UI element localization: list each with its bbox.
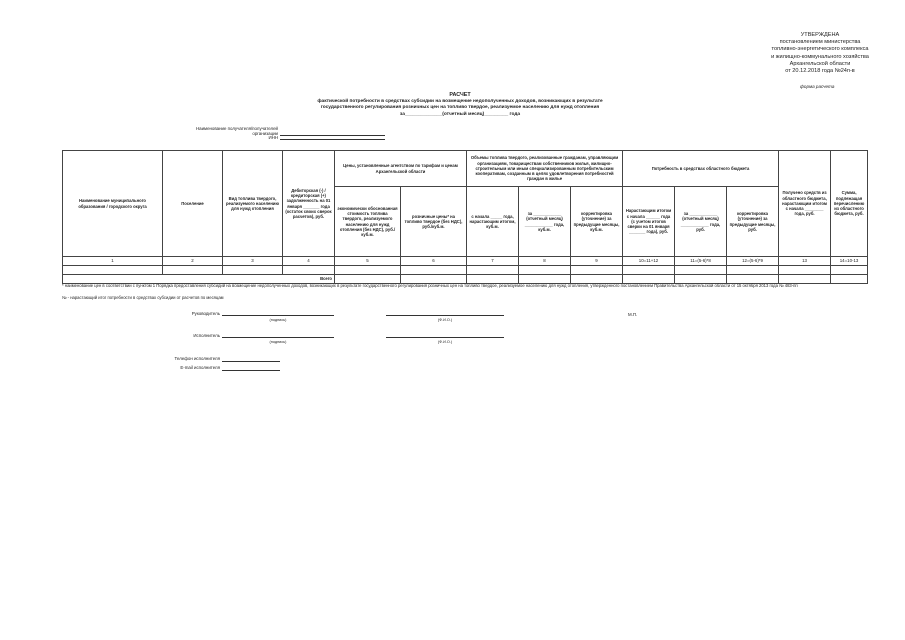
column-number: 3 (223, 257, 283, 266)
inn-row (176, 134, 385, 140)
table-cell[interactable] (831, 266, 868, 275)
total-label: Всего (63, 275, 335, 284)
header-settlement: Поселение (163, 151, 223, 257)
footnote-cumulative: № - нарастающий итог потребности в средствах субсидии от расчетов по месяцам (62, 295, 224, 300)
header-retail-price: розничные цены* на топливо твердое (без НДС), руб./куб.м. (401, 187, 467, 257)
column-number: 13 (779, 257, 831, 266)
header-group-volumes: Объемы топлива твердого, реализованные гражданам, управляющим организациям, товариществам собственников жилья, жилищно-строительным или иным специализированным потребительским кооперативам, созданным в целях удовлетворения потребностей граждан в жилье (467, 151, 623, 187)
column-number: 5 (335, 257, 401, 266)
column-number: 4 (283, 257, 335, 266)
column-number: 11=(5-6)*8 (675, 257, 727, 266)
header-need-ytd: Нарастающим итогом с начала ______ года (с учетом итогов сверки на 01 января _______ года), руб. (623, 187, 675, 257)
header-need-month: за ____________ (отчетный месяц) ____________ года, руб. (675, 187, 727, 257)
table-cell[interactable] (519, 266, 571, 275)
form-label: форма расчета (800, 84, 835, 89)
org-name-label: Наименование получателя/получателей организации (195, 126, 278, 136)
table-row (63, 266, 868, 275)
head-label: Руководитель (191, 311, 220, 316)
approval-line: постановлением министерства (779, 39, 861, 46)
phone-field[interactable] (222, 360, 280, 362)
column-number: 9 (571, 257, 623, 266)
table-cell[interactable] (63, 266, 163, 275)
email-field[interactable] (222, 369, 280, 371)
table-cell[interactable] (779, 266, 831, 275)
table-cell[interactable] (335, 266, 401, 275)
inn-label: ИНН (268, 135, 278, 140)
table-cell[interactable] (467, 266, 519, 275)
column-number: 14=10-13 (831, 257, 868, 266)
column-number: 6 (401, 257, 467, 266)
header-received: Получено средств из областного бюджета, нарастающим итогом с начала ________ года, руб. (779, 151, 831, 257)
email-label: E-mail исполнителя (180, 365, 220, 370)
header-volume-month: за ____________ (отчетный месяц) ____________ года, куб.м. (519, 187, 571, 257)
approval-line: и жилищно-коммунального хозяйства (771, 53, 869, 60)
header-group-prices: Цены, установленные агентством по тарифам и ценам Архангельской области (335, 151, 467, 187)
sign-caption: (подпись) (269, 318, 287, 322)
approval-line: топливно-энергетического комплекса (771, 46, 869, 53)
document-title (250, 92, 670, 118)
stamp-place: М.П. (628, 312, 638, 317)
table-cell[interactable] (571, 266, 623, 275)
header-need-adjustment: корректировка (уточнение) за предыдущие месяцы, руб. (727, 187, 779, 257)
executor-signature-field[interactable] (222, 336, 334, 338)
column-number-row (63, 257, 868, 266)
table-cell[interactable] (163, 266, 223, 275)
column-number: 10=11+12 (623, 257, 675, 266)
table-cell[interactable] (223, 266, 283, 275)
column-number: 1 (63, 257, 163, 266)
header-economic-cost: экономически обоснованная стоимость топлива твердого, реализуемого населению для нужд отопления (без НДС), руб./куб.м. (335, 187, 401, 257)
footnote-prices: * наименование цен в соответствии с пунктом 1 Порядка предоставления субсидий на возмещение недополученных доходов, возникающих в результате государственного регулирования розничных цен на топливо твердое, реализуемое населению для нужд отопления, утвержденного постановлением Правительства Архангельской области от 15 октября 2013 года № 483-пп (62, 283, 798, 288)
column-number: 7 (467, 257, 519, 266)
table-cell[interactable] (831, 275, 868, 284)
approval-line: от 20.12.2018 года №24п-в (785, 68, 855, 75)
executor-name-field[interactable] (386, 336, 504, 338)
table-cell[interactable] (401, 266, 467, 275)
header-group-needs: Потребность в средствах областного бюджета (623, 151, 779, 187)
header-volume-ytd: с начала _____ года, нарастающим итогом, куб.м. (467, 187, 519, 257)
header-volume-adjustment: корректировка (уточнение) за предыдущие месяцы, куб.м. (571, 187, 623, 257)
head-signature-field[interactable] (222, 314, 334, 316)
phone-label: Телефон исполнителя (174, 356, 220, 361)
name-caption: (Ф.И.О.) (437, 340, 453, 344)
approval-stamp (745, 32, 895, 75)
header-debt: Дебиторская (-) / кредиторская (+) задолженность на 01 января _______ года (остаток своих сверок расчетов), руб. (283, 151, 335, 257)
sign-caption: (подпись) (269, 340, 287, 344)
header-fuel-type: Вид топлива твердого, реализуемого населению для нужд отопления (223, 151, 283, 257)
title-line: государственного регулирования розничных цен на топливо твердое, реализуемое населению для нужд отопления (320, 105, 600, 111)
approval-line: Архангельской области (789, 60, 851, 67)
column-number: 12=(5-6)*9 (727, 257, 779, 266)
column-number: 2 (163, 257, 223, 266)
head-name-field[interactable] (386, 314, 504, 316)
executor-label: Исполнитель (193, 333, 220, 338)
approval-line: УТВЕРЖДЕНА (800, 32, 840, 38)
calculation-table (62, 150, 868, 284)
header-payable: Сумма, подлежащая перечислению из областного бюджета, руб. (831, 151, 868, 257)
title-line: РАСЧЕТ (449, 92, 471, 98)
header-municipality: Наименование муниципального образования / городского округа (63, 151, 163, 257)
title-line: за______________(отчетный месяц)_________ года (399, 111, 521, 117)
column-number: 8 (519, 257, 571, 266)
inn-field[interactable] (280, 134, 385, 140)
title-line: фактической потребности в средствах субсидии на возмещение недополученных доходов, возникающих в результате (317, 98, 603, 104)
name-caption: (Ф.И.О.) (437, 318, 453, 322)
table-cell[interactable] (675, 266, 727, 275)
table-cell[interactable] (623, 266, 675, 275)
table-cell[interactable] (727, 266, 779, 275)
table-cell[interactable] (283, 266, 335, 275)
